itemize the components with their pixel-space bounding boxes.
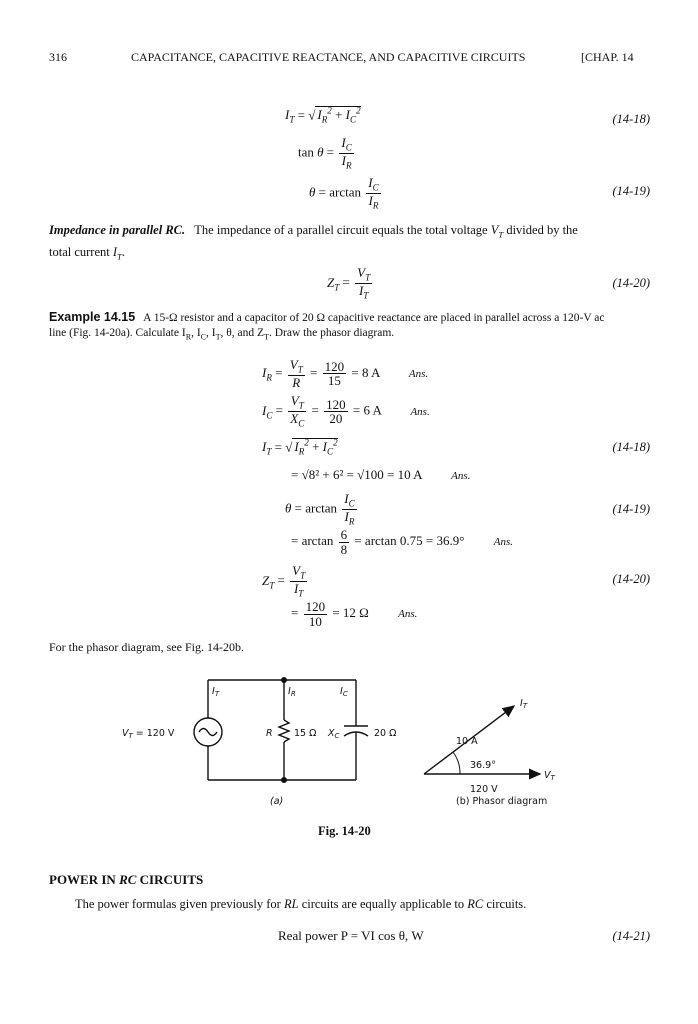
ic-result: = 6 A [352,402,382,418]
ans-theta: Ans. [493,536,513,549]
it-result: = √8² + 6² = √100 = 10 A [291,467,422,482]
real-power-formula: Real power P = VI cos θ, W [278,928,424,943]
example-text-5: , θ, and Z [220,327,265,339]
num-120-b: 120 [326,396,346,412]
example-text-2: line (Fig. 14-20a). Calculate I [49,327,186,339]
power-text-a: The power formulas given previously for [75,897,284,911]
calc-zt: $Z_T$ = $\frac{V_T}{I_T}$ [262,563,306,599]
eq-number-18: (14-18) [612,112,650,126]
phasor-it-label: $I_T$ [520,698,528,710]
power-text-b: RL [283,897,299,911]
example-text-3: , I [191,327,201,339]
eq-number-21: (14-21) [612,929,650,943]
it-label: $I_T$ [212,686,220,698]
junction-top [281,677,287,683]
example-text-1: A 15-Ω resistor and a capacitor of 20 Ω capacitive reactance are placed in parallel across a 120-V ac [143,312,605,324]
eq-number-19: (14-19) [612,184,650,198]
phasor-angle-label: 36.9° [470,760,496,771]
phasor-vt-label: $V_T$ [544,770,555,782]
resistor-zigzag [279,720,289,742]
eq-number-18-b: (14-18) [612,440,650,454]
example-text-4: , I [206,327,216,339]
page-number: 316 [49,50,67,64]
phasor-angle-arc [453,752,460,774]
ans-it: Ans. [451,470,471,482]
theta-arctan-a: = arctan [291,533,334,549]
den-10: 10 [308,613,322,629]
r-label: R [266,728,273,739]
num-120-a: 120 [324,358,345,374]
num-6: 6 [340,527,348,542]
ir-result: = 8 A [351,364,380,380]
eq-it-formula: $I_T$ = √ $I_R^2 + I_C^2$ [285,106,361,125]
figure-14-20 [0,660,698,850]
figure-title: Fig. 14-20 [318,824,371,838]
vt-label: $V_T = 120$ V [122,728,175,740]
impedance-text-1: The impedance of a parallel circuit equals the total voltage [194,223,491,237]
arctan-text-b: arctan [305,500,337,516]
eq-tan-theta: tan θ = $\frac{I_C}{I_R}$ [298,135,352,171]
num-120-c: 120 [305,599,326,614]
impedance-text-2: divided by the [503,223,578,237]
phasor-current-label: 10 A [456,736,478,747]
den-15: 15 [327,373,341,389]
eq-number-20: (14-20) [612,276,650,290]
ans-ic: Ans. [410,405,430,418]
power-heading-a: POWER IN [49,872,120,887]
zt-result: = 12 Ω [332,605,369,621]
phasor-voltage-label: 120 V [470,784,498,795]
impedance-text-4: . [121,244,126,259]
calc-ir: $I_R$ = $\frac{V_T}{R}$ = $\frac{120}{15}$ = 8 A Ans. [262,357,429,391]
power-text [75,896,526,913]
calc-it-result [291,467,470,483]
ir-label: $I_R$ [288,686,296,698]
den-20: 20 [329,411,343,427]
calc-it: $I_T$ = √ $I_R^2 + I_C^2$ [262,438,338,457]
ac-source-sine [199,729,217,736]
caption-b: (b) Phasor diagram [456,796,548,807]
arctan-text: arctan [329,184,361,200]
eq-theta-arctan: θ = arctan $\frac{I_C}{I_R}$ [309,175,379,211]
theta-result: = arctan 0.75 = 36.9° [354,533,465,549]
calc-theta: θ = arctan $\frac{I_C}{I_R}$ [285,491,355,527]
junction-bottom [281,777,287,783]
eq-number-20-b: (14-20) [612,572,650,586]
ans-zt: Ans. [398,608,418,621]
xc-value: 20 Ω [374,728,397,739]
impedance-text-3: total current [49,244,113,259]
example-paragraph: Example 14.15 A 15-Ω resistor and a capacitor of 20 Ω capacitive reactance are placed in parallel across a 120-V ac line (Fig. 14-20a). Calculate $I_R$, $I_C$, $I_T$, θ, and $Z_T$. Draw the phasor diagram. [49,310,605,342]
eq-zt-formula: $Z_T$ = $\frac{V_T}{I_T}$ [327,265,371,301]
ic-label: $I_C$ [340,686,348,698]
impedance-heading: Impedance in parallel RC. [49,223,186,237]
running-title: CAPACITANCE, CAPACITIVE REACTANCE, AND CAPACITIVE CIRCUITS [131,50,526,64]
xc-label: $X_C$ [328,728,340,740]
example-text-6: . Draw the phasor diagram. [268,327,395,339]
power-heading-b: RC [119,872,137,887]
ans-ir: Ans. [408,367,429,380]
caption-a: (a) [270,796,284,807]
power-text-d: RC [467,897,484,911]
phasor-diagram [424,698,556,807]
example-label: Example 14.15 [49,310,136,324]
impedance-paragraph: Impedance in parallel RC. The impedance of a parallel circuit equals the total voltage $V_T$ divided by the total current $I_T$. [49,223,578,261]
chapter-label: [CHAP. 14 [581,50,634,64]
r-value: 15 Ω [294,728,317,739]
calc-zt-result: = $\frac{120}{10}$ = 12 Ω Ans. [291,599,418,629]
den-8: 8 [340,541,348,557]
calc-theta-result [291,528,513,556]
phasor-note: For the phasor diagram, see Fig. 14-20b. [49,640,244,654]
eq-number-19-b: (14-19) [612,502,650,516]
calc-ic: $I_C$ = $\frac{V_T}{X_C}$ = $\frac{120}{20}$ = 6 A Ans. [262,393,430,429]
power-text-c: circuits are equally applicable to [298,897,468,911]
power-text-e: circuits. [483,897,527,911]
power-heading-c: CIRCUITS [136,872,204,887]
power-heading [49,872,203,888]
